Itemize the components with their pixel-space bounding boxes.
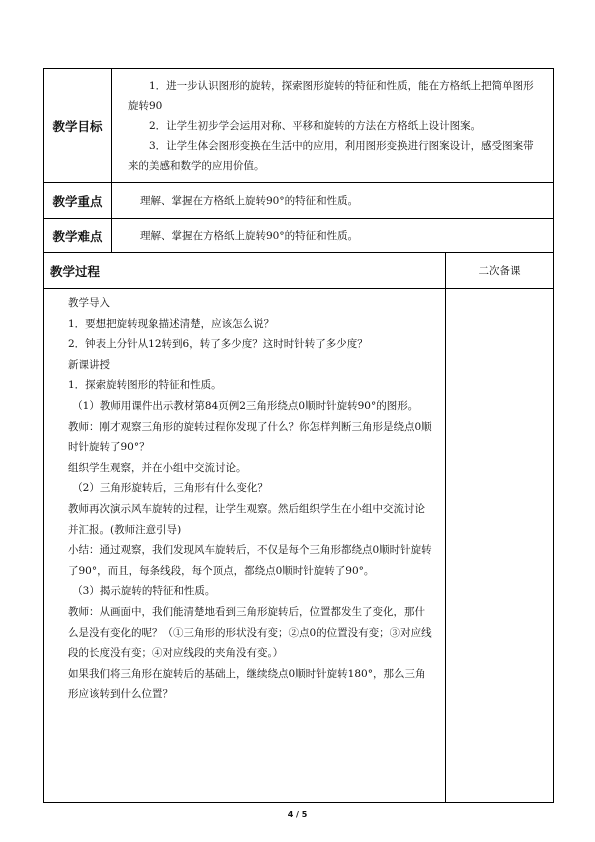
page-number: 4 / 5 <box>287 810 308 819</box>
process-content <box>44 289 446 803</box>
second-prep-label: 二次备课 <box>446 253 554 289</box>
goals-row <box>44 69 554 183</box>
process-line: 组织学生观察，并在小组中交流讨论。 <box>68 461 247 474</box>
process-line: （2）三角形旋转后，三角形有什么变化？ <box>72 482 268 495</box>
lesson-plan-table <box>43 68 554 803</box>
process-line: （3）揭示旋转的特征和性质。 <box>72 585 216 598</box>
goal-item: 1．进一步认识图形的旋转，探索图形旋转的特征和性质，能在方格纸上把简单图形旋转90 <box>128 79 534 112</box>
process-line: 如果我们将三角形在旋转后的基础上，继续绕点0顺时针旋转180°，那么三角形应该转到什么位置？ <box>68 667 426 701</box>
goals-content <box>112 69 554 183</box>
key-points-label: 教学重点 <box>44 183 112 219</box>
process-line: 教师：从画面中，我们能清楚地看到三角形旋转后，位置都发生了变化，那什么是没有变化的呢？（①三角形的形状没有变；②点0的位置没有变；③对应线段的长度没有变；④对应线段的夹角没有变。） <box>68 605 432 660</box>
difficult-points-label: 教学难点 <box>44 219 112 253</box>
process-line: 小结：通过观察，我们发现风车旋转后，不仅是每个三角形都绕点0顺时针旋转了90°，而且，每条线段，每个顶点，都绕点0顺时针旋转了90°。 <box>68 544 432 577</box>
process-line: 2．钟表上分针从12转到6，转了多少度？这时时针转了多少度？ <box>68 338 368 351</box>
process-body-row <box>44 289 554 803</box>
process-line: （1）教师用课件出示教材第84页例2三角形绕点0顺时针旋转90°的图形。 <box>72 399 419 412</box>
process-label: 教学过程 <box>44 253 446 289</box>
process-line: 1．探索旋转图形的特征和性质。 <box>68 379 222 392</box>
second-prep-cell <box>446 289 554 803</box>
process-line: 教学导入 <box>68 297 110 309</box>
process-line: 教师：刚才观察三角形的旋转过程你发现了什么？你怎样判断三角形是绕点0顺时针旋转了90°？ <box>68 420 432 454</box>
key-points-text: 理解、掌握在方格纸上旋转90°的特征和性质。 <box>112 183 554 219</box>
difficult-points-text: 理解、掌握在方格纸上旋转90°的特征和性质。 <box>112 219 554 253</box>
goal-item: 2．让学生初步学会运用对称、平移和旋转的方法在方格纸上设计图案。 <box>149 119 482 132</box>
difficult-points-row <box>44 219 554 253</box>
process-line: 新课讲授 <box>68 358 110 371</box>
process-header-row <box>44 253 554 289</box>
process-line: 教师再次演示风车旋转的过程，让学生观察。然后组织学生在小组中交流讨论并汇报。(教师注意引导) <box>68 502 425 536</box>
goals-label: 教学目标 <box>44 69 112 183</box>
key-points-row <box>44 183 554 219</box>
process-line: 1．要想把旋转现象描述清楚，应该怎么说？ <box>68 317 275 330</box>
goal-item: 3．让学生体会图形变换在生活中的应用，利用图形变换进行图案设计，感受图案带来的美感和数学的应用价值。 <box>128 139 534 172</box>
